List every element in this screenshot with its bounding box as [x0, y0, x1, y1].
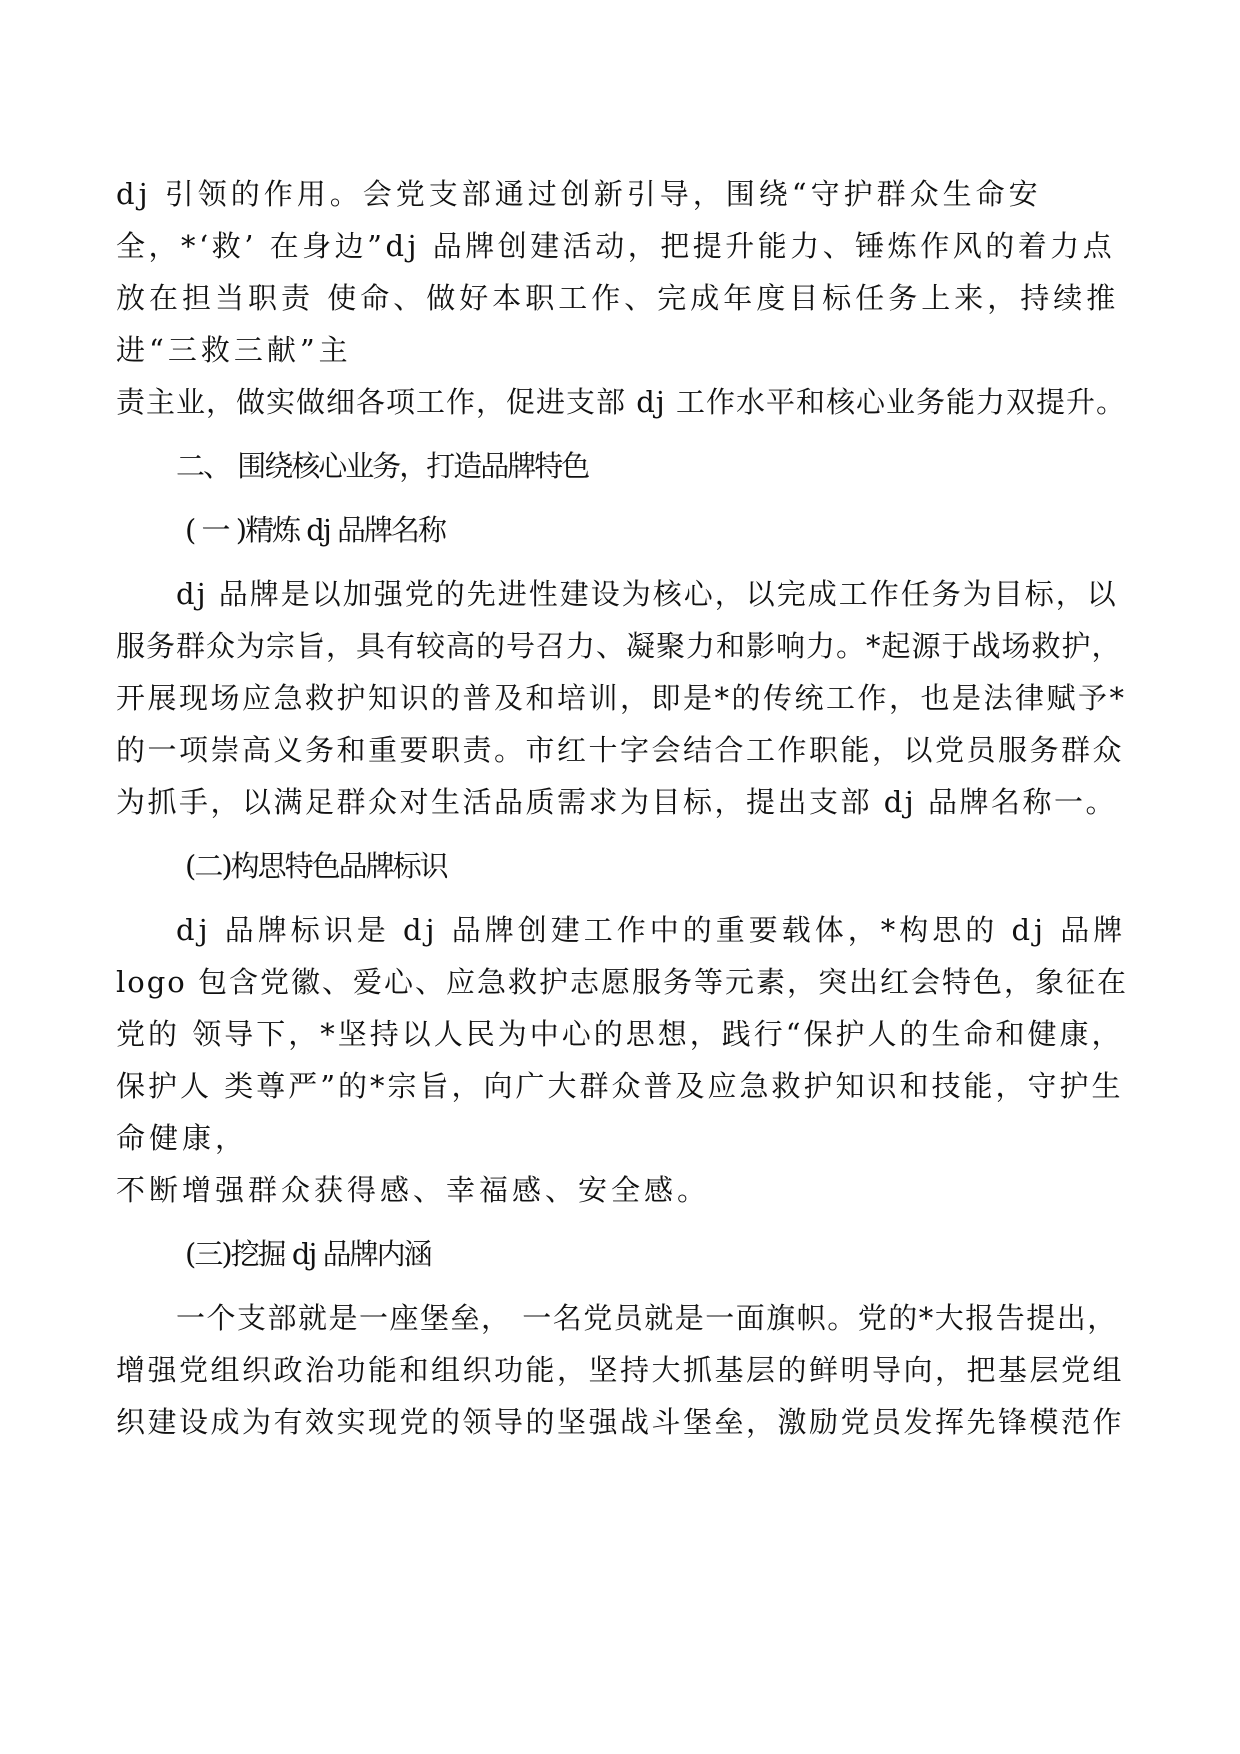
paragraph-line: dj 引领的作用。会党支部通过创新引导，围绕“守护群众生命安	[116, 177, 1042, 211]
section-heading: 二、 围绕核心业务，打造品牌特色	[176, 449, 589, 483]
paragraph-line: 责主业，做实做细各项工作，促进支部 dj 工作水平和核心业务能力双提升。	[116, 385, 1126, 419]
paragraph-line: dj 品牌是以加强党的先进性建设为核心，以完成工作任务为目标，以	[176, 577, 1118, 611]
paragraph-line: 进“三救三献”主	[116, 333, 352, 367]
paragraph-line: 全，*‘救’ 在身边”dj 品牌创建活动，把提升能力、锤炼作风的着力点	[116, 229, 1116, 263]
paragraph-line: 为抓手，以满足群众对生活品质需求为目标，提出支部 dj 品牌名称一。	[116, 785, 1117, 819]
paragraph-line: 服务群众为宗旨，具有较高的号召力、凝聚力和影响力。*起源于战场救护，	[116, 629, 1122, 663]
subsection-heading: ( 一 )精炼 dj 品牌名称	[185, 513, 446, 547]
paragraph-line: 放在担当职责 使命、做好本职工作、完成年度目标任务上来，持续推	[116, 281, 1120, 315]
paragraph-line: 开展现场应急救护知识的普及和培训，即是*的传统工作，也是法律赋予*	[116, 681, 1127, 715]
paragraph-line: 增强党组织政治功能和组织功能，坚持大抓基层的鲜明导向，把基层党组	[116, 1353, 1125, 1387]
paragraph-line: dj 品牌标识是 dj 品牌创建工作中的重要载体，*构思的 dj 品牌	[176, 913, 1127, 947]
paragraph-line: 保护人 类尊严”的*宗旨，向广大群众普及应急救护知识和技能，守护生	[116, 1069, 1124, 1103]
paragraph-line: 一个支部就是一座堡垒， 一名党员就是一面旗帜。党的*大报告提出，	[176, 1301, 1118, 1335]
subsection-heading: (二)构思特色品牌标识	[185, 849, 447, 883]
subsection-heading: (三)挖掘 dj 品牌内涵	[185, 1237, 431, 1271]
paragraph-line: logo 包含党徽、爱心、应急救护志愿服务等元素，突出红会特色，象征在	[116, 965, 1128, 999]
paragraph-line: 织建设成为有效实现党的领导的坚强战斗堡垒，激励党员发挥先锋模范作	[116, 1405, 1125, 1439]
paragraph-line: 命健康，	[116, 1121, 249, 1155]
paragraph-line: 不断增强群众获得感、幸福感、安全感。	[116, 1173, 711, 1207]
paragraph-line: 党的 领导下，*坚持以人民为中心的思想，践行“保护人的生命和健康，	[116, 1017, 1124, 1051]
paragraph-line: 的一项崇高义务和重要职责。市红十字会结合工作职能，以党员服务群众	[116, 733, 1125, 767]
